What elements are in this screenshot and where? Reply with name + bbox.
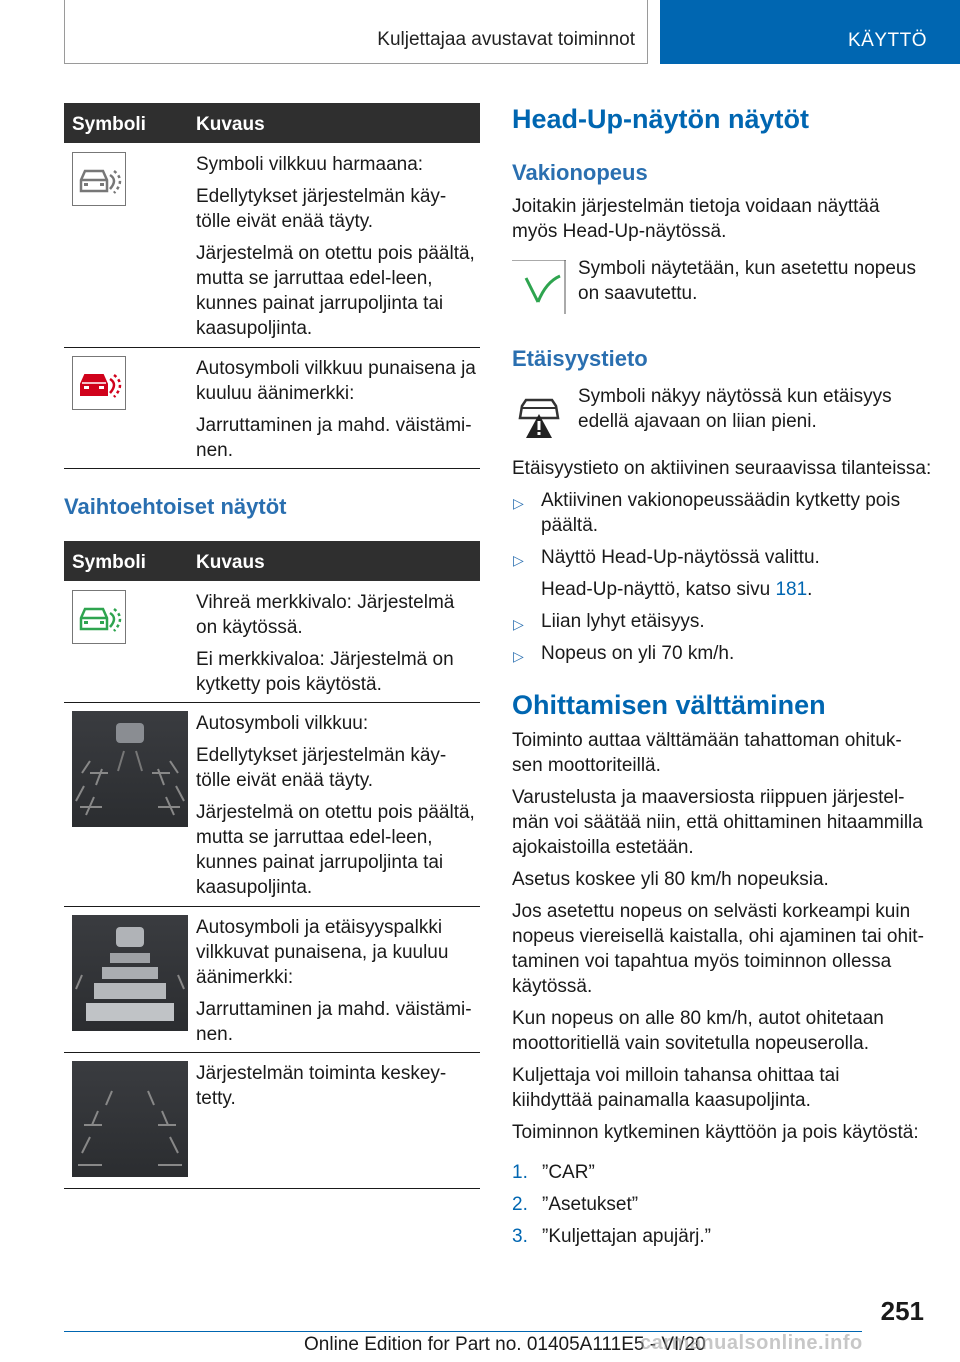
step-text: ”Kuljettajan apujärj.” xyxy=(542,1226,711,1247)
car-brake-warning-icon xyxy=(72,356,126,410)
table2-header xyxy=(64,541,480,581)
paragraph: Varustelusta ja maaversiosta riippuen järjestel-män voi säätää niin, että ohittaminen hitaammilla ajokaistoilla estetään. xyxy=(512,787,923,858)
table1-bottom-rule xyxy=(64,468,480,469)
step-text: ”CAR” xyxy=(542,1162,595,1183)
list-item xyxy=(513,609,921,634)
table1-header xyxy=(64,103,480,143)
table1-row1-line3: Järjestelmä on otettu pois päältä, mutta se jarruttaa edel-leen, kunnes painat jarrupoljinta tai kaasupoljinta. xyxy=(196,243,475,339)
header-section-title: Kuljettajaa avustavat toiminnot xyxy=(377,29,635,50)
table2-row4-line1: Järjestelmän toiminta keskey-tetty. xyxy=(196,1063,447,1109)
table1-divider xyxy=(64,347,480,348)
header-section-box xyxy=(64,0,648,64)
etaisyys-intro: Etäisyystieto on aktiivinen seuraavissa tilanteissa: xyxy=(512,458,932,479)
table2-row4-desc xyxy=(196,1061,476,1118)
paragraph: Toiminto auttaa välttämään tahattoman ohituk-sen moottoriteillä. xyxy=(512,730,902,776)
car-active-green-icon xyxy=(72,590,126,644)
speed-reached-icon xyxy=(512,260,566,314)
table1-row1-line1: Symboli vilkkuu harmaana: xyxy=(196,154,424,175)
table2-row2-line2: Edellytykset järjestelmän käy-tölle eivät enää täyty. xyxy=(196,745,447,791)
table2-row1-line2: Ei merkkivaloa: Järjestelmä on kytketty pois käytöstä. xyxy=(196,649,454,695)
table1-row2-desc xyxy=(196,356,476,470)
vakionopeus-intro: Joitakin järjestelmän tietoja voidaan näyttää myös Head-Up-näytössä. xyxy=(512,196,880,242)
table2-row1-line1: Vihreä merkkivalo: Järjestelmä on käytössä. xyxy=(196,592,455,638)
list-item xyxy=(512,1192,922,1217)
page-number: 251 xyxy=(880,1296,924,1326)
paragraph: Asetus koskee yli 80 km/h nopeuksia. xyxy=(512,869,829,890)
table2-col-desc: Kuvaus xyxy=(196,552,265,573)
etaisyys-symbol-text: Symboli näkyy näytössä kun etäisyys edellä ajavaan on liian pieni. xyxy=(578,386,892,432)
list-item xyxy=(513,641,921,666)
header-chapter-title: KÄYTTÖ xyxy=(847,30,927,51)
hud-section-title: Head-Up-näytön näytöt xyxy=(512,104,809,134)
table2-row3-desc xyxy=(196,915,476,1054)
table2-divider-1 xyxy=(64,702,480,703)
paragraph: Kuljettaja voi milloin tahansa ohittaa tai kiihdyttää painamalla kaasupoljinta. xyxy=(512,1065,840,1111)
watermark: carmanualsonline.info xyxy=(640,1332,863,1354)
steps-list xyxy=(512,1160,922,1256)
step-text: ”Asetukset” xyxy=(542,1194,639,1215)
lane-empty-image xyxy=(72,1061,188,1177)
etaisyys-bullet-list xyxy=(513,488,921,673)
table1-col-symbol: Symboli xyxy=(72,114,146,135)
triangle-bullet-icon: ▷ xyxy=(513,648,524,664)
table2-divider-3 xyxy=(64,1052,480,1053)
table1-row2-line2: Jarruttaminen ja mahd. väistämi-nen. xyxy=(196,415,472,461)
table1-row1-line2: Edellytykset järjestelmän käy-tölle eivät enää täyty. xyxy=(196,186,447,232)
table1-col-desc: Kuvaus xyxy=(196,114,265,135)
table2-row2-line1: Autosymboli vilkkuu: xyxy=(196,713,369,734)
paragraph: Kun nopeus on alle 80 km/h, autot ohitetaan moottoritiellä vain sovitetulla nopeuserolla. xyxy=(512,1008,884,1054)
ohittaminen-body xyxy=(512,728,924,1152)
table2-col-symbol: Symboli xyxy=(72,552,146,573)
list-item xyxy=(513,545,921,570)
bullet-text: Liian lyhyt etäisyys. xyxy=(541,611,705,632)
triangle-bullet-icon: ▷ xyxy=(513,495,524,511)
reference-text: Head-Up-näyttö, katso sivu xyxy=(541,579,771,600)
reference-end: . xyxy=(807,579,813,600)
page-link[interactable]: 181 xyxy=(775,579,808,600)
footer-edition: Online Edition for Part no. 01405A111E5 - VI/20 xyxy=(304,1334,706,1355)
bullet-text: Nopeus on yli 70 km/h. xyxy=(541,643,735,664)
table2-row3-line2: Jarruttaminen ja mahd. väistämi-nen. xyxy=(196,999,472,1045)
bullet-text: Aktiivinen vakionopeussäädin kytketty pois päältä. xyxy=(541,490,901,536)
distance-warning-icon xyxy=(512,388,566,442)
table1-row1-desc xyxy=(196,152,476,348)
triangle-bullet-icon: ▷ xyxy=(513,616,524,632)
table2-bottom-rule xyxy=(64,1188,480,1189)
step-number: 2. xyxy=(512,1194,528,1215)
step-number: 1. xyxy=(512,1162,528,1183)
step-number: 3. xyxy=(512,1226,528,1247)
table2-row2-desc xyxy=(196,711,476,907)
ohittaminen-title: Ohittamisen välttäminen xyxy=(512,690,826,720)
lane-car-grey-image xyxy=(72,711,188,827)
table1-row2-line1: Autosymboli vilkkuu punaisena ja kuuluu äänimerkki: xyxy=(196,358,476,404)
car-brake-icon xyxy=(72,152,126,206)
etaisyys-title: Etäisyystieto xyxy=(512,346,648,371)
bullet-text: Näyttö Head-Up-näytössä valittu. xyxy=(541,547,820,568)
paragraph: Jos asetettu nopeus on selvästi korkeampi kuin nopeus viereisellä kaistalla, ohi ajaminen tai ohit-taminen voi tapahtua myös toiminnon ollessa käytössä. xyxy=(512,901,924,997)
alt-section-title: Vaihtoehtoiset näytöt xyxy=(64,494,287,519)
vakionopeus-title: Vakionopeus xyxy=(512,160,648,185)
lane-car-distance-bar-image xyxy=(72,915,188,1031)
list-item xyxy=(513,488,921,538)
vakionopeus-symbol-text: Symboli näytetään, kun asetettu nopeus on saavutettu. xyxy=(578,258,917,304)
table2-row2-line3: Järjestelmä on otettu pois päältä, mutta se jarruttaa edel-leen, kunnes painat jarrupoljinta tai kaasupoljinta. xyxy=(196,802,475,898)
list-item xyxy=(512,1224,922,1249)
table2-row3-line1: Autosymboli ja etäisyyspalkki vilkkuvat punaisena, ja kuuluu äänimerkki: xyxy=(196,917,449,988)
paragraph: Toiminnon kytkeminen käyttöön ja pois käytöstä: xyxy=(512,1122,919,1143)
header-chapter-tab xyxy=(660,0,960,64)
list-item xyxy=(512,1160,922,1185)
table2-divider-2 xyxy=(64,906,480,907)
triangle-bullet-icon: ▷ xyxy=(513,552,524,568)
table2-row1-desc xyxy=(196,590,476,704)
page-reference xyxy=(541,577,921,602)
